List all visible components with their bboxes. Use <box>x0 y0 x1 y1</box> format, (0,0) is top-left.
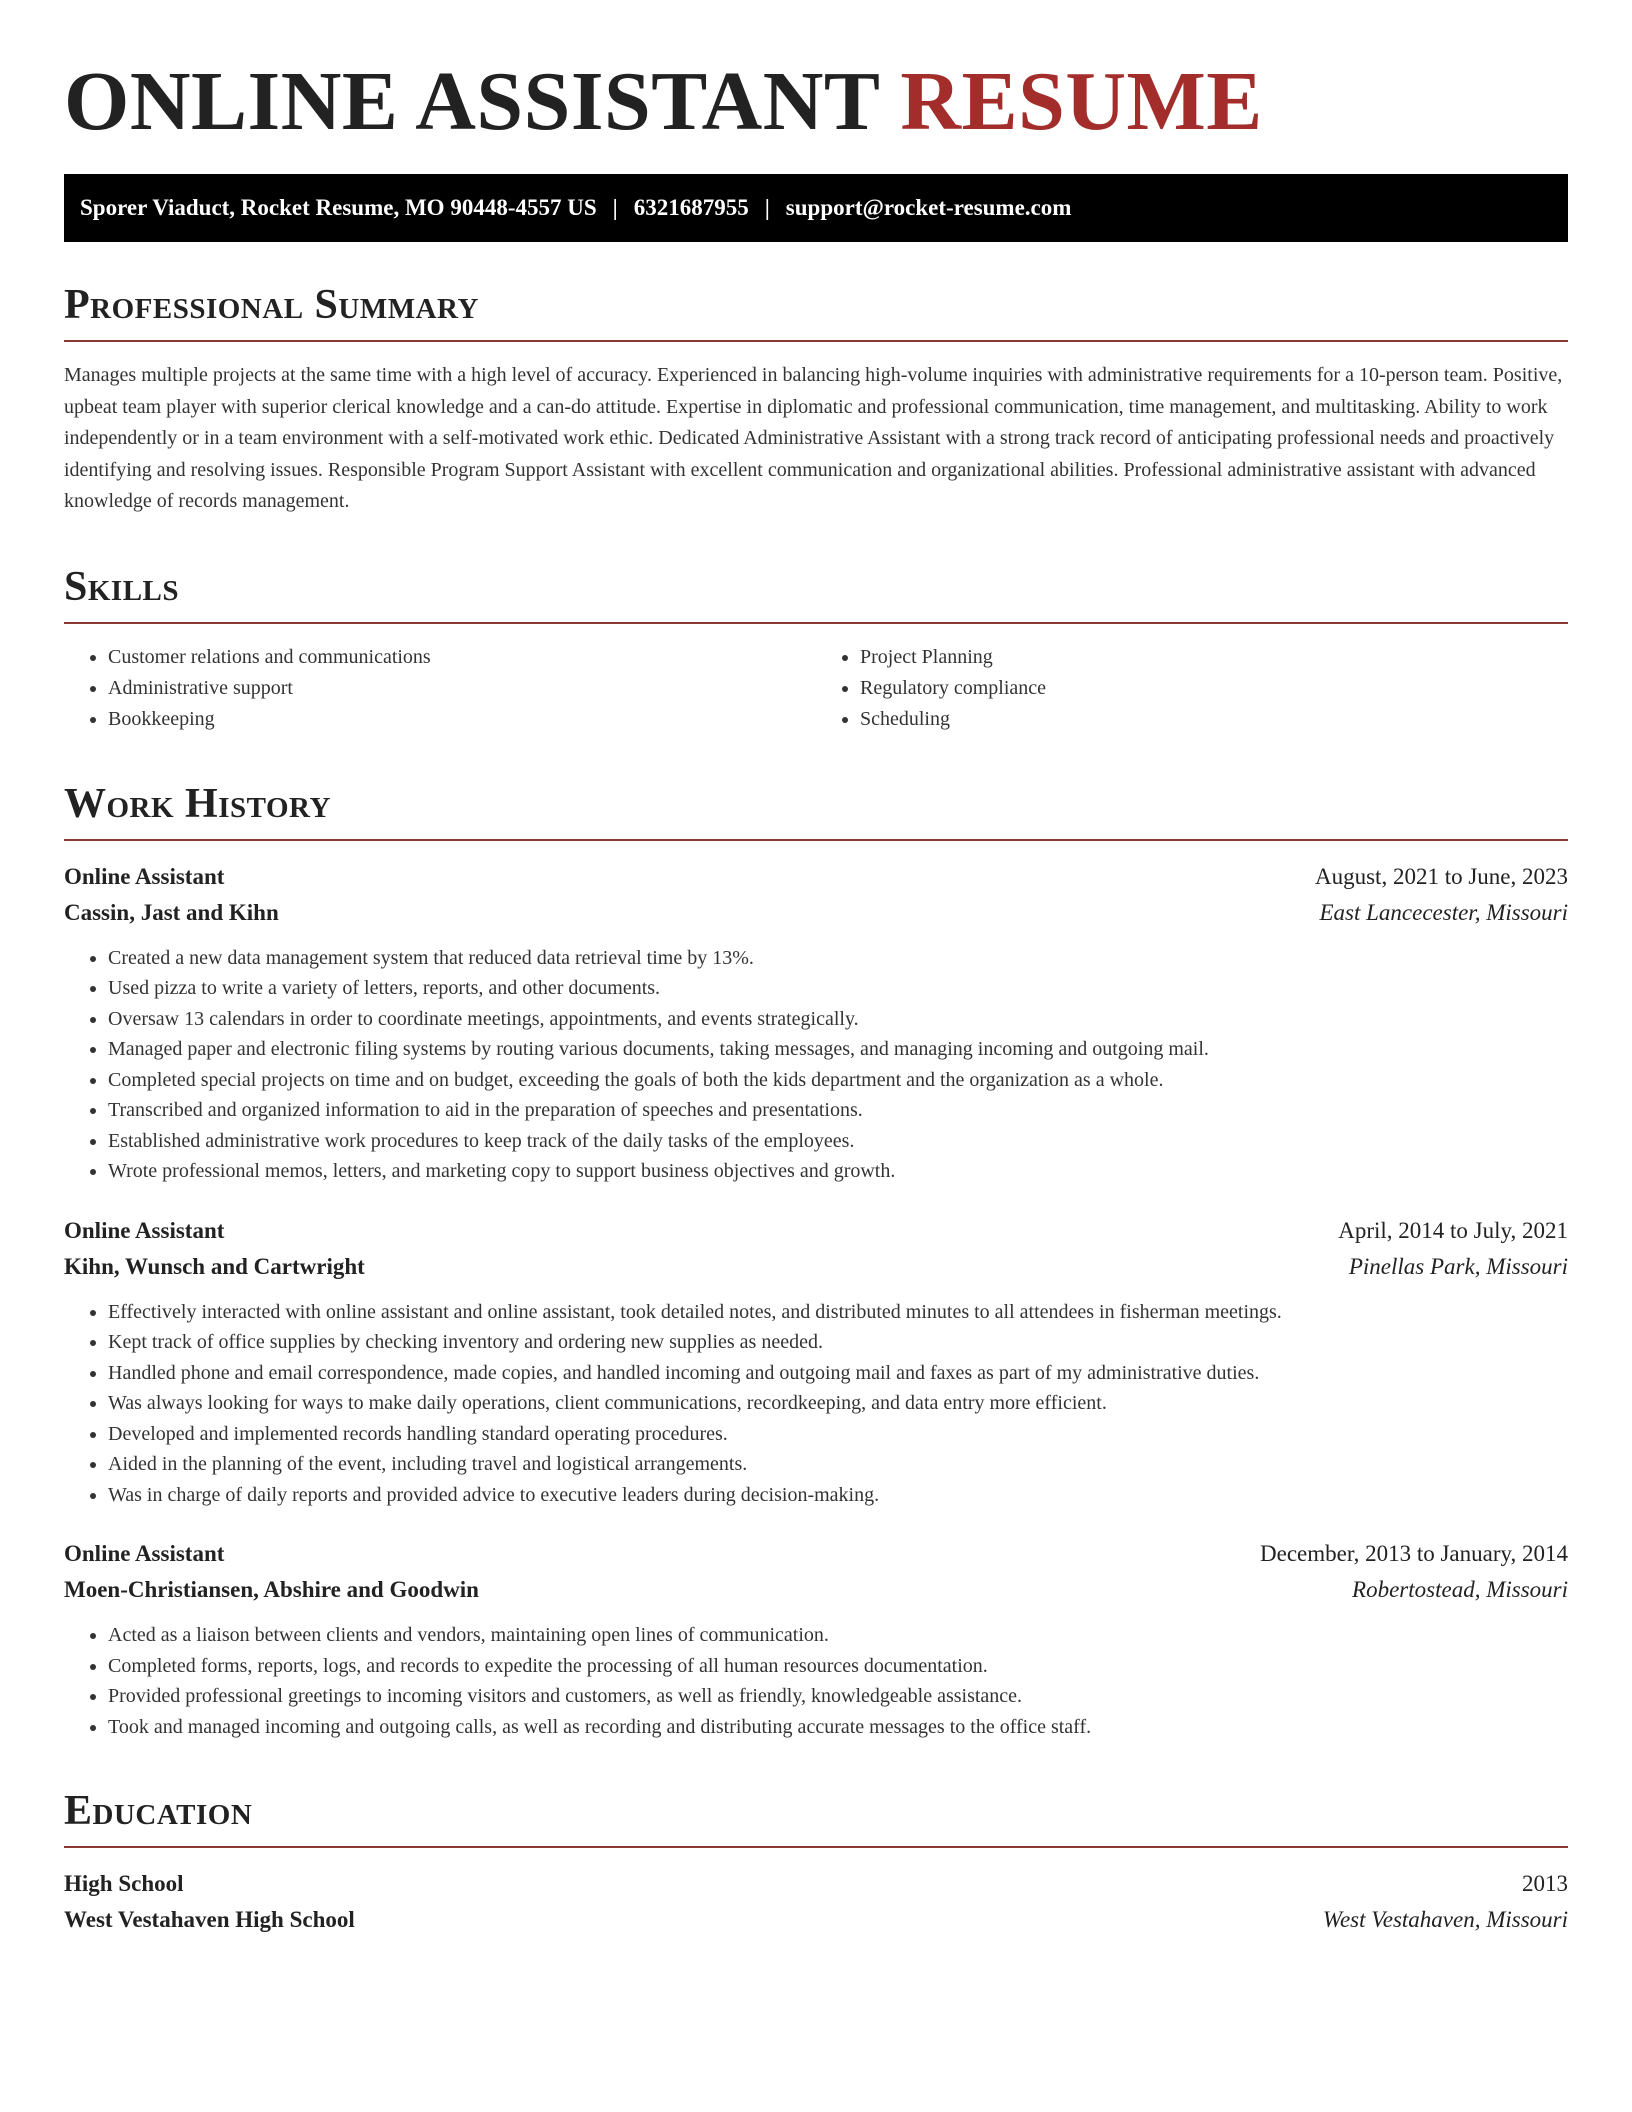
job-bullet: • Established administrative work procedures to keep track of the daily tasks of the employees. <box>108 1126 1568 1157</box>
job-bullet: • Was always looking for ways to make daily operations, client communications, recordkeeping, and data entry more efficient. <box>108 1388 1568 1419</box>
job-bullet: • Wrote professional memos, letters, and marketing copy to support business objectives and growth. <box>108 1156 1568 1187</box>
skills-list-left <box>64 642 816 735</box>
job-entry <box>64 1536 1568 1742</box>
section-divider <box>64 340 1568 342</box>
job-bullets <box>64 1297 1568 1511</box>
education-location: West Vestahaven, Missouri <box>1322 1907 1568 1932</box>
job-dates: December, 2013 to January, 2014 <box>1260 1541 1568 1566</box>
contact-phone: 6321687955 <box>633 195 749 220</box>
contact-separator: | <box>764 195 770 220</box>
work-history-section <box>64 779 1568 1743</box>
job-bullet: • Aided in the planning of the event, including travel and logistical arrangements. <box>108 1449 1568 1480</box>
job-location: Robertostead, Missouri <box>1352 1577 1568 1602</box>
education-school-row <box>64 1902 1568 1938</box>
job-dates: August, 2021 to June, 2023 <box>1315 863 1568 889</box>
job-bullet: • Was in charge of daily reports and provided advice to executive leaders during decision-making. <box>108 1480 1568 1511</box>
skill-item: • Bookkeeping <box>108 704 816 735</box>
job-title: Online Assistant <box>64 1217 225 1243</box>
job-bullets <box>64 1620 1568 1742</box>
skill-item: • Project Planning <box>860 642 1568 673</box>
job-bullet: • Created a new data management system that reduced data retrieval time by 13%. <box>108 943 1568 974</box>
skills-section <box>64 562 1568 735</box>
education-school: West Vestahaven High School <box>64 1907 355 1932</box>
job-bullet: • Developed and implemented records handling standard operating procedures. <box>108 1419 1568 1450</box>
section-divider <box>64 839 1568 841</box>
summary-section <box>64 280 1568 518</box>
job-company-row <box>64 895 1568 931</box>
job-bullet: • Used pizza to write a variety of letters, reports, and other documents. <box>108 973 1568 1004</box>
job-entry <box>64 1213 1568 1511</box>
education-header-row <box>64 1866 1568 1902</box>
job-company-row <box>64 1249 1568 1285</box>
job-company-row <box>64 1572 1568 1608</box>
job-bullet: • Completed forms, reports, logs, and records to expedite the processing of all human resources documentation. <box>108 1651 1568 1682</box>
job-company: Moen-Christiansen, Abshire and Goodwin <box>64 1577 479 1602</box>
education-heading: Education <box>64 1788 253 1834</box>
job-bullets <box>64 943 1568 1187</box>
job-company: Kihn, Wunsch and Cartwright <box>64 1253 365 1279</box>
job-location: Pinellas Park, Missouri <box>1348 1253 1568 1279</box>
job-dates: April, 2014 to July, 2021 <box>1338 1217 1568 1243</box>
skill-item: • Customer relations and communications <box>108 642 816 673</box>
job-title: Online Assistant <box>64 863 225 889</box>
job-bullet: • Transcribed and organized information to aid in the preparation of speeches and presentations. <box>108 1095 1568 1126</box>
job-title: Online Assistant <box>64 1541 225 1566</box>
job-bullet: • Handled phone and email correspondence, made copies, and handled incoming and outgoing mail and faxes as part of my administrative duties. <box>108 1358 1568 1389</box>
job-company: Cassin, Jast and Kihn <box>64 899 279 925</box>
section-divider <box>64 1846 1568 1848</box>
job-bullet: • Acted as a liaison between clients and vendors, maintaining open lines of communication. <box>108 1620 1568 1651</box>
skills-list-right <box>816 642 1568 735</box>
summary-heading: Professional Summary <box>64 282 479 328</box>
section-divider <box>64 622 1568 624</box>
job-location: East Lancecester, Missouri <box>1319 899 1568 925</box>
job-bullet: • Effectively interacted with online assistant and online assistant, took detailed notes, and distributed minutes to all attendees in fisherman meetings. <box>108 1297 1568 1328</box>
job-entry <box>64 859 1568 1187</box>
job-header-row <box>64 1213 1568 1249</box>
resume-title <box>64 52 1568 152</box>
job-bullet: • Provided professional greetings to incoming visitors and customers, as well as friendly, knowledgeable assistance. <box>108 1681 1568 1712</box>
education-degree: High School <box>64 1871 184 1896</box>
education-section <box>64 1786 1568 1938</box>
contact-separator: | <box>612 195 618 220</box>
resume-title-main: ONLINE ASSISTANT <box>64 55 879 148</box>
skills-grid <box>64 642 1568 735</box>
skills-heading: Skills <box>64 563 180 610</box>
job-header-row <box>64 859 1568 895</box>
contact-bar <box>64 174 1568 242</box>
job-bullet: • Completed special projects on time and on budget, exceeding the goals of both the kids department and the organization as a whole. <box>108 1065 1568 1096</box>
job-bullet: • Kept track of office supplies by checking inventory and ordering new supplies as needed. <box>108 1327 1568 1358</box>
skill-item: • Regulatory compliance <box>860 673 1568 704</box>
job-header-row <box>64 1536 1568 1572</box>
skill-item: • Administrative support <box>108 673 816 704</box>
summary-text: Manages multiple projects at the same time with a high level of accuracy. Experienced in balancing high-volume inquiries with administrative requirements for a 10-person team. Positive, upbeat team player with superior clerical knowledge and a can-do attitude. Expertise in diplomatic and professional communication, time management, and multitasking. Ability to work independently or in a team environment with a self-motivated work ethic. Dedicated Administrative Assistant with a strong track record of anticipating professional needs and proactively identifying and resolving issues. Responsible Program Support Assistant with excellent communication and organizational abilities. Professional administrative assistant with advanced knowledge of records management. <box>64 364 1563 512</box>
resume-title-accent: RESUME <box>900 55 1263 148</box>
contact-address: Sporer Viaduct, Rocket Resume, MO 90448-4557 US <box>80 195 597 220</box>
job-bullet: • Oversaw 13 calendars in order to coordinate meetings, appointments, and events strategically. <box>108 1004 1568 1035</box>
contact-email: support@rocket-resume.com <box>785 195 1072 220</box>
work-history-heading: Work History <box>64 780 331 827</box>
education-year: 2013 <box>1522 1871 1568 1896</box>
job-bullet: • Took and managed incoming and outgoing calls, as well as recording and distributing accurate messages to the office staff. <box>108 1712 1568 1743</box>
skill-item: • Scheduling <box>860 704 1568 735</box>
job-bullet: • Managed paper and electronic filing systems by routing various documents, taking messages, and managing incoming and outgoing mail. <box>108 1034 1568 1065</box>
